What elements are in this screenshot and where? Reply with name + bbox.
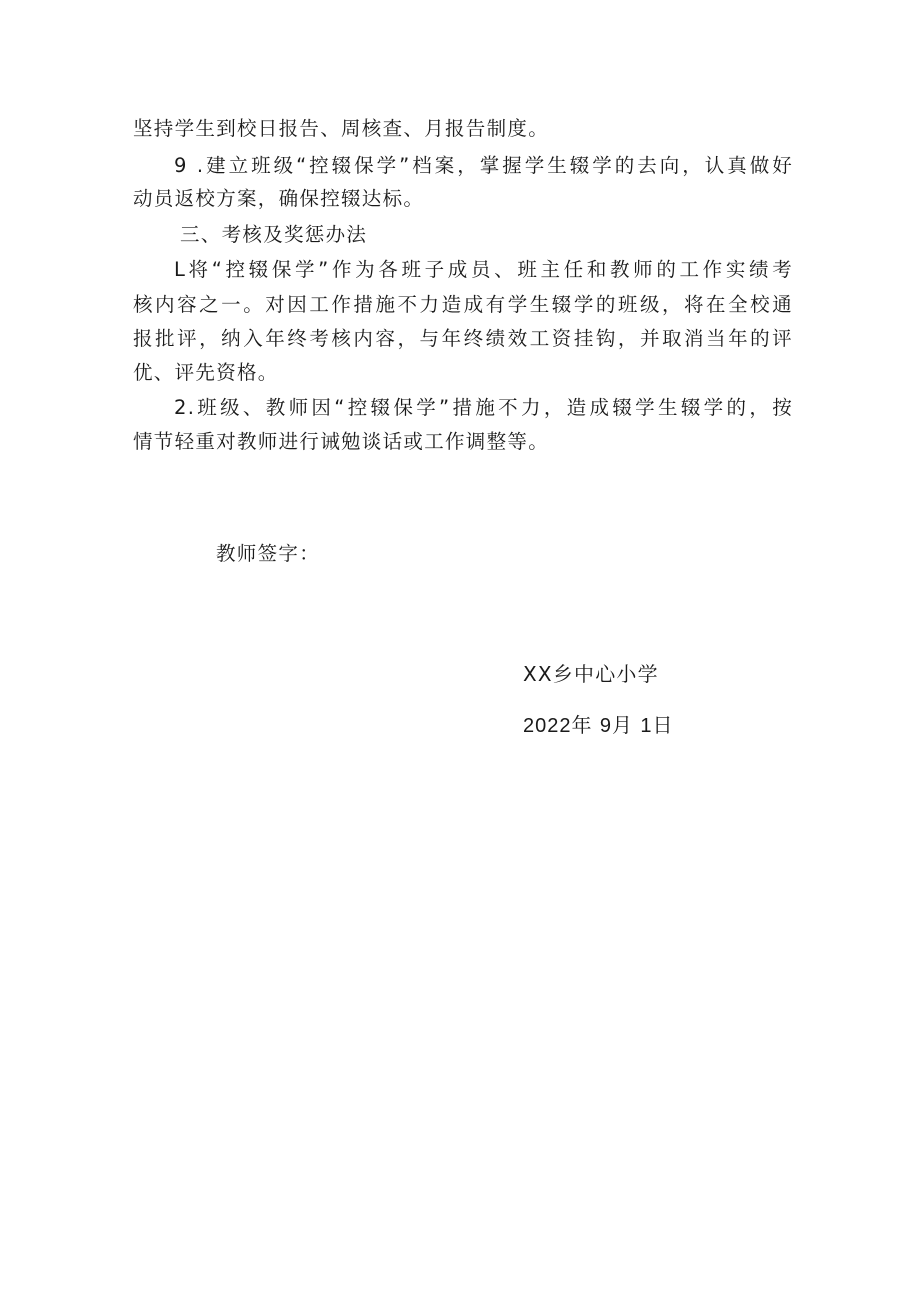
paragraph-line: 报批评，纳入年终考核内容，与年终绩效工资挂钩，并取消当年的评 [133, 327, 793, 350]
date-year: 2022 [523, 715, 572, 737]
paragraph-line: 情节轻重对教师进行诫勉谈话或工作调整等。 [133, 430, 550, 453]
paragraph-line: 坚持学生到校日报告、周核查、月报告制度。 [133, 117, 550, 140]
teacher-signature-label: 教师签字： [216, 542, 321, 565]
paragraph-line: 优、评先资格。 [133, 361, 279, 384]
date-day-unit: 日 [652, 713, 674, 737]
date-month-unit: 月 [611, 713, 633, 737]
date-year-unit: 年 [571, 713, 593, 737]
paragraph-line: L将“控辍保学”作为各班子成员、班主任和教师的工作实绩考 [174, 258, 793, 281]
paragraph-line: 9 .建立班级“控辍保学”档案，掌握学生辍学的去向，认真做好 [174, 154, 793, 177]
paragraph-line: 2.班级、教师因“控辍保学”措施不力，造成辍学生辍学的，按 [174, 396, 793, 419]
document-date [523, 711, 673, 740]
school-name: XX乡中心小学 [523, 662, 659, 686]
section-heading: 三、考核及奖惩办法 [180, 223, 368, 246]
date-month: 9 [599, 715, 612, 737]
paragraph-line: 核内容之一。对因工作措施不力造成有学生辍学的班级，将在全校通 [133, 293, 793, 316]
date-day: 1 [640, 715, 653, 737]
paragraph-line: 动员返校方案，确保控辍达标。 [133, 187, 425, 210]
